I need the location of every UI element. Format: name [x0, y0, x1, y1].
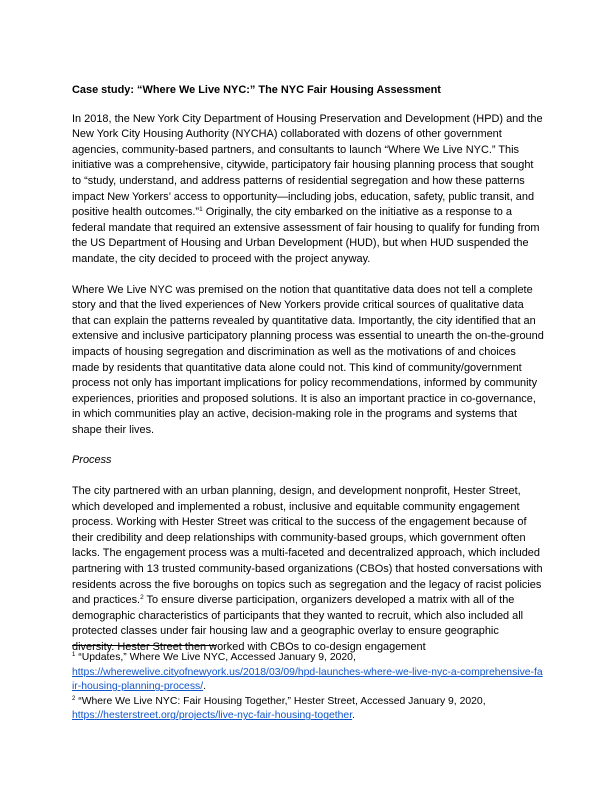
- footnote-1-after: .: [203, 681, 206, 693]
- footnote-1: [72, 651, 544, 695]
- document-body: [72, 83, 544, 671]
- footnote-1-link[interactable]: https://wherewelive.cityofnewyork.us/2018/03/09/hpd-launches-where-we-live-nyc-a-comprehensive-fair-housing-planning-process/: [72, 666, 543, 693]
- case-study-title: Case study: “Where We Live NYC:” The NYC Fair Housing Assessment: [72, 84, 441, 96]
- paragraph-intro-text-cont: Originally, the city embarked on the initiative as a response to a federal mandate that required an extensive assessment of fair housing to qualify for funding from the US Department of Housing and Urban Development (HUD), but when HUD suspended the mandate, the city decided to proceed with the project anyway.: [72, 206, 540, 265]
- footnote-number-2: 2: [72, 695, 76, 702]
- footnote-ref-2[interactable]: 2: [140, 594, 144, 602]
- footnotes: [72, 651, 544, 724]
- paragraph-process: [72, 484, 544, 656]
- footnote-2: [72, 695, 544, 724]
- footnote-number-1: 1: [72, 652, 76, 658]
- footnote-2-text: “Where We Live NYC: Fair Housing Together,” Hester Street, Accessed January 9, 2020,: [78, 695, 486, 707]
- paragraph-process-text-cont: To ensure diverse participation, organizers developed a matrix with all of the demographic characteristics of participants that they wanted to recruit, which also included all protected classes under fair housing law and a geographic overlay to ensure geographic diversity. Hester Street then worked with CBOs to co-design engagement: [72, 594, 524, 653]
- footnote-ref-1[interactable]: 1: [199, 206, 203, 214]
- footnote-1-text: “Updates,” Where We Live NYC, Accessed January 9, 2020,: [78, 652, 356, 663]
- footnote-divider: [72, 645, 216, 646]
- footnote-2-link[interactable]: https://hesterstreet.org/projects/live-nyc-fair-housing-together: [72, 710, 353, 722]
- paragraph-intro-text: In 2018, the New York City Department of Housing Preservation and Development (HPD) and the New York City Housing Authority (NYCHA) collaborated with dozens of other government agencies, community-based partners, and consultants to launch “Where We Live NYC.” This initiative was a comprehensive, citywide, participatory fair housing planning process that sought to “study, understand, and address patterns of residential segregation and how these patterns impact New Yorkers’ access to opportunity—including jobs, education, safety, public transit, and positive health outcomes.”: [72, 112, 543, 219]
- section-heading-process: Process: [72, 454, 112, 467]
- paragraph-intro: [72, 112, 544, 268]
- footnote-2-after: .: [352, 710, 355, 722]
- paragraph-premise: Where We Live NYC was premised on the notion that quantitative data does not tell a complete story and that the lived experiences of New Yorkers provide critical sources of qualitative data that can explain the patterns revealed by quantitative data. Importantly, the city identified that an extensive and inclusive participatory planning process was essential to unearth the on-the-ground impacts of housing segregation and discrimination as well as the motivations of and choices made by residents that quantitative data alone could not. This kind of community/government process not only has important implications for policy recommendations, informed by community experiences, priorities and proposed solutions. It is also an important practice in co-governance, in which communities play an active, decision-making role in the programs and systems that shape their lives.: [72, 283, 544, 436]
- paragraph-process-text: The city partnered with an urban planning, design, and development nonprofit, Hester Street, which developed and implemented a robust, inclusive and equitable community engagement process. Working with Hester Street was critical to the success of the engagement because of their credibility and deep relationships with community-based groups, which government often lacks. The engagement process was a multi-faceted and decentralized approach, which included partnering with 13 trusted community-based organizations (CBOs) that hosted conversations with residents across the five boroughs on topics such as segregation and the legacy of racist policies and practices.: [72, 485, 543, 607]
